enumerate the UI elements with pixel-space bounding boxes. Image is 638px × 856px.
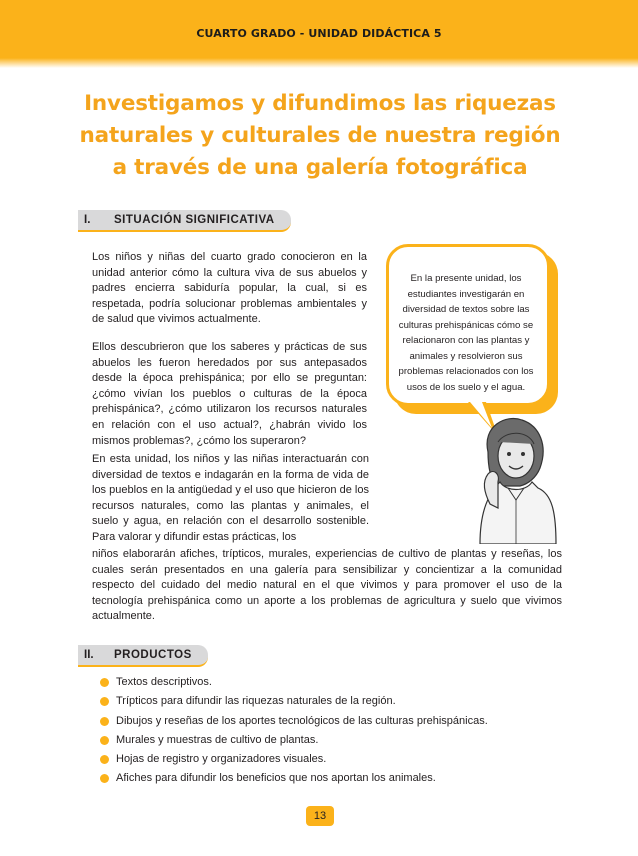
bullet-icon bbox=[100, 678, 109, 687]
list-item-text: Hojas de registro y organizadores visuales. bbox=[116, 753, 327, 766]
paragraph: Los niños y niñas del cuarto grado conocieron en la unidad anterior cómo la cultura viva de sus abuelos y padres encierra sabiduría popular, la cual, si es respetada, podría solucionar problemas ambientales y de salud que vivimos actualmente. bbox=[92, 251, 367, 326]
section-number: I. bbox=[84, 214, 91, 226]
paragraph: niños elaborarán afiches, trípticos, murales, experiencias de cultivo de plantas y reseñas, los cuales serán presentados en una galería para sensibilizar y concientizar a la comunidad respecto del cuidado del medio natural en el que vivimos y para promover el uso de la tecnología prehispánica como un aporte a los problemas de agricultura y suelo que vivimos actualmente. bbox=[92, 548, 562, 623]
bullet-icon bbox=[100, 774, 109, 783]
list-item-text: Textos descriptivos. bbox=[116, 676, 212, 688]
girl-illustration-icon bbox=[466, 412, 566, 544]
page-title-line: Investigamos y difundimos las riquezas bbox=[84, 91, 556, 116]
section-label: PRODUCTOS bbox=[114, 649, 192, 661]
section-number: II. bbox=[84, 649, 94, 661]
products-list bbox=[100, 673, 488, 789]
list-item-text: Murales y muestras de cultivo de plantas. bbox=[116, 733, 319, 746]
list-item-text: Afiches para difundir los beneficios que nos aportan los animales. bbox=[116, 772, 436, 785]
page-title bbox=[60, 88, 580, 184]
paragraph: Ellos descubrieron que los saberes y prácticas de sus abuelos les fueron heredados por sus antepasados desde la época prehispánica; por ello se preguntan: ¿cómo vivían los pueblos o culturas de la época prehispánica?, ¿cómo utilizaron los recursos naturales en relación con el uso actual?, ¿habrán vivido los mismos problemas?, ¿cómo los superaron? bbox=[92, 341, 367, 447]
bullet-icon bbox=[100, 717, 109, 726]
page-title-line: naturales y culturales de nuestra región bbox=[79, 123, 561, 148]
section-heading-productos bbox=[78, 645, 208, 667]
paragraph: En esta unidad, los niños y las niñas interactuarán con diversidad de textos e indagarán en la forma de vida de los pueblos en la antigüedad y el uso que hicieron de los recursos naturales, como las plantas y animales, el suelo y agua, en relación con el desarrollo sostenible. Para valorar y difundir estas prácticas, los bbox=[92, 453, 369, 543]
bullet-icon bbox=[100, 736, 109, 745]
speech-bubble-text: En la presente unidad, los estudiantes investigarán en diversidad de textos sobre las culturas prehispánicas cómo se relacionaron con las plantas y animales y resolvieron sus problemas relacionados con los usos de los suelo y el agua. bbox=[398, 273, 534, 393]
list-item-text: Trípticos para difundir las riquezas naturales de la región. bbox=[116, 695, 396, 708]
page-number: 13 bbox=[306, 806, 334, 826]
running-head: CUARTO GRADO - UNIDAD DIDÁCTICA 5 bbox=[196, 27, 442, 40]
list-item bbox=[100, 712, 488, 731]
header-band-fade bbox=[0, 58, 638, 68]
list-item bbox=[100, 750, 488, 769]
list-item-text: Dibujos y reseñas de los aportes tecnológicos de las culturas prehispánicas. bbox=[116, 714, 488, 727]
section-label: SITUACIÓN SIGNIFICATIVA bbox=[114, 214, 275, 226]
list-item bbox=[100, 731, 488, 750]
section-heading-situacion bbox=[78, 210, 291, 232]
list-item bbox=[100, 769, 488, 788]
bullet-icon bbox=[100, 755, 109, 764]
list-item bbox=[100, 673, 488, 692]
bullet-icon bbox=[100, 697, 109, 706]
list-item bbox=[100, 692, 488, 711]
page-title-line: a través de una galería fotográfica bbox=[112, 155, 528, 180]
